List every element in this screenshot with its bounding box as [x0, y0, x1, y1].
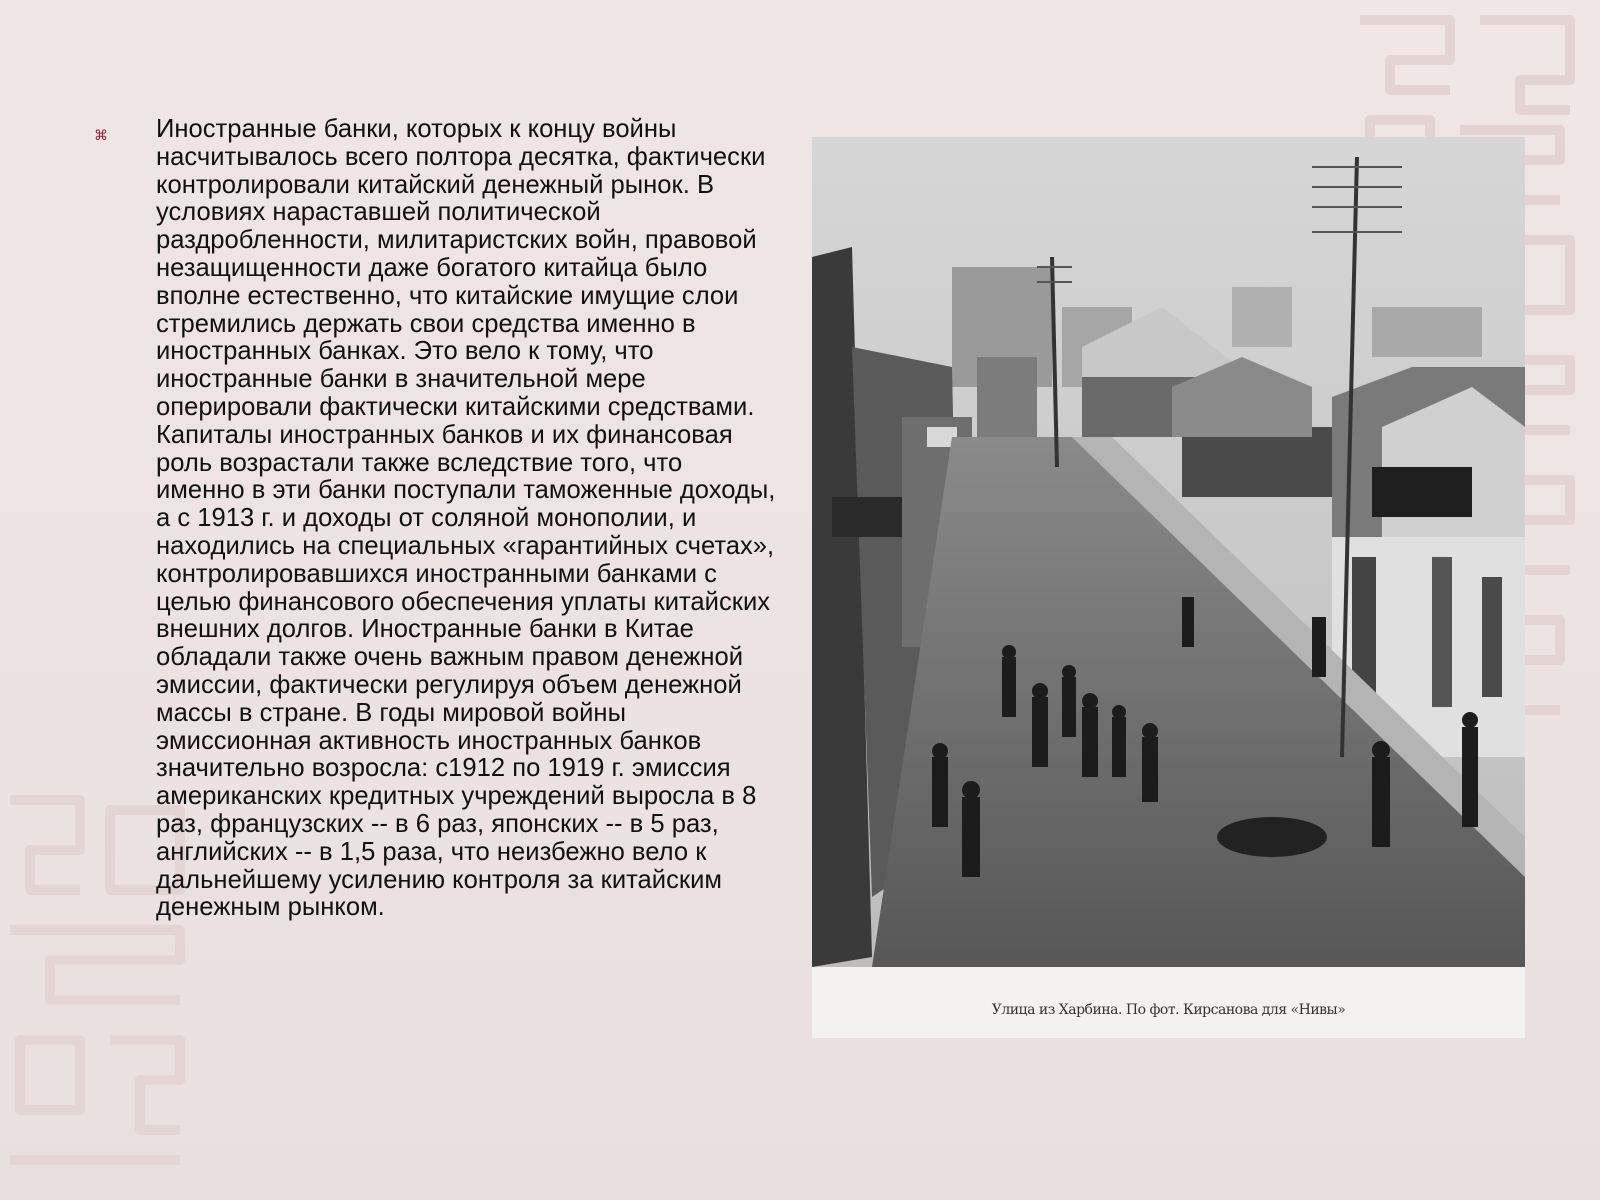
main-paragraph: Иностранные банки, которых к концу войны насчитывалось всего полтора десятка, фактически контролировали китайский денежный рынок. В условиях нараставшей политической раздробленности, милитаристских войн, правовой незащищенности даже богатого китайца было вполне естественно, что китайские имущие слои стремились держать свои средства именно в иностранных банках. Это вело к тому, что иностранные банки в значительной мере оперировали фактически китайскими средствами. Капиталы иностранных банков и их финансовая роль возрастали также вследствие того, что именно в эти банки поступали таможенные доходы, а с 1913 г. и доходы от соляной монополии, и находились на специальных «гарантийных счетах», контролировавшихся иностранными банками с целью финансового обеспечения уплаты китайских внешних долгов. Иностранные банки в Китае обладали также очень важным правом денежной эмиссии, фактически регулируя объем денежной массы в стране. В годы мировой войны эмиссионная активность иностранных банков значительно возросла: с1912 по 1919 г. эмиссия американских кредитных учреждений выросла в 8 раз, французских -- в 6 раз, японских -- в 5 раз, английских -- в 1,5 раза, что неизбежно вело к дальнейшему усилению контроля за китайским денежным рынком. — [156, 115, 776, 922]
street-photo — [812, 137, 1525, 1038]
photo-illustration — [812, 137, 1525, 1038]
photo-caption: Улица из Харбина. По фот. Кирсанова для «Нивы» — [991, 1002, 1346, 1018]
cross-mark-icon: ⌘ — [94, 127, 108, 143]
